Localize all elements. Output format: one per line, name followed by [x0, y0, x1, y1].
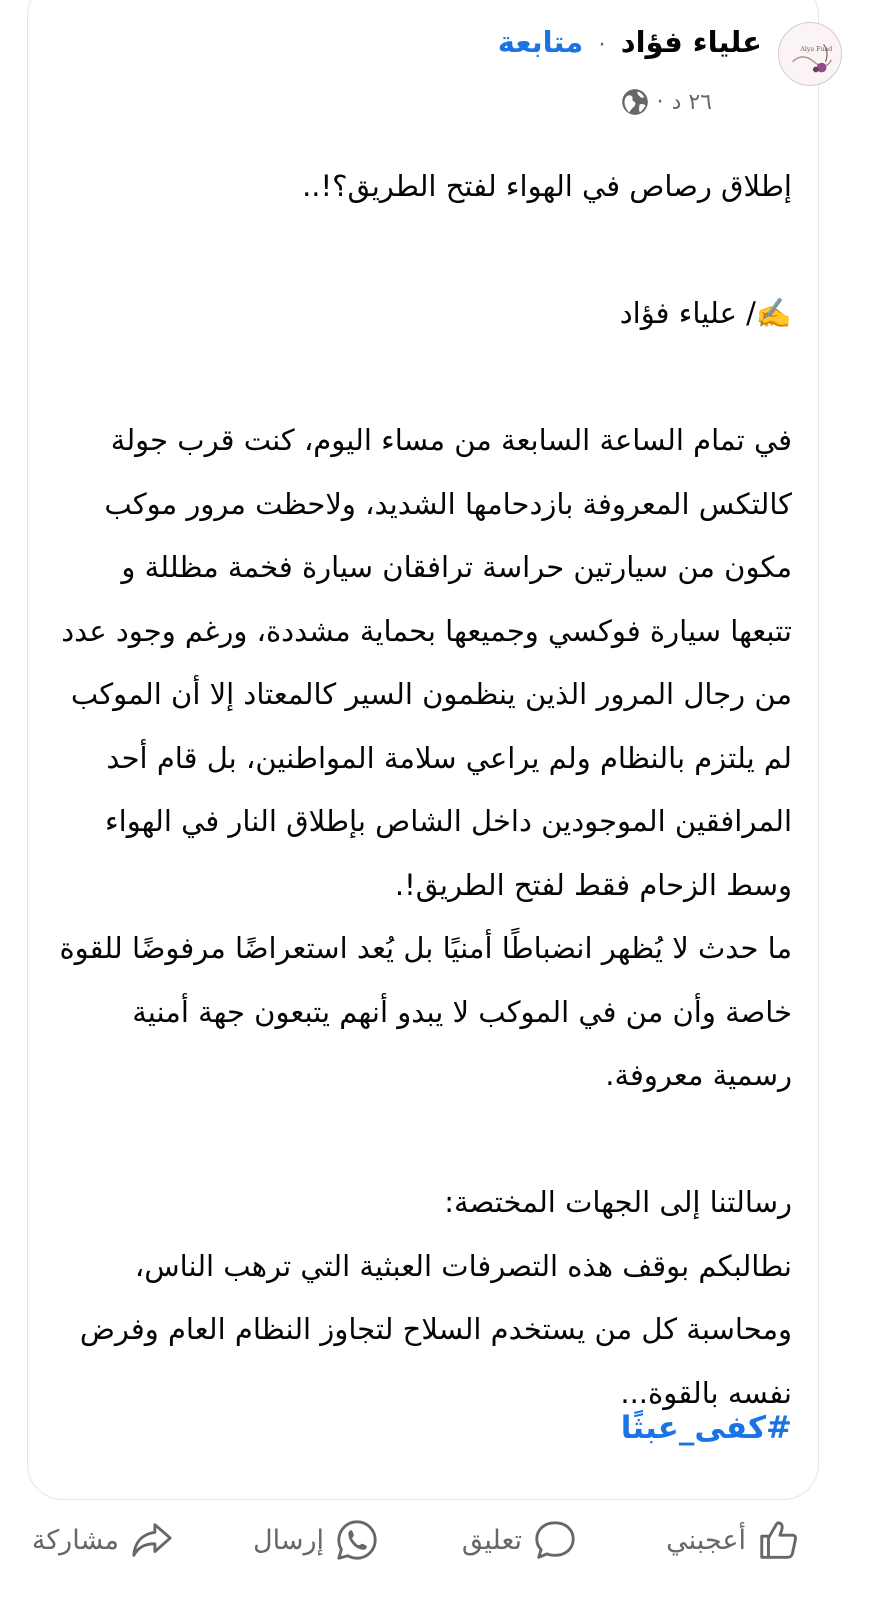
thumbs-up-icon — [756, 1517, 802, 1563]
post-paragraph: ما حدث لا يُظهر انضباطًا أمنيًا بل يُعد استعراضًا مرفوضًا للقوة خاصة وأن من في الموكب لا يبدو أنهم يتبعون جهة أمنية رسمية معروفة. — [59, 931, 792, 1092]
comment-label: تعليق — [461, 1524, 522, 1556]
whatsapp-icon — [334, 1517, 380, 1563]
like-label: أعجبني — [666, 1524, 746, 1556]
post-time[interactable]: ٢٦ د — [671, 89, 712, 115]
author-header — [498, 22, 762, 66]
post-title: إطلاق رصاص في الهواء لفتح الطريق؟!.. — [302, 169, 792, 203]
post-paragraph: نطالبكم بوقف هذه التصرفات العبثية التي ترهب الناس، ومحاسبة كل من يستخدم السلاح لتجاوز النظام العام وفرض نفسه بالقوة... — [79, 1248, 792, 1410]
post-body — [52, 155, 792, 1425]
share-label: مشاركة — [31, 1524, 119, 1556]
share-button[interactable] — [32, 1505, 175, 1575]
action-bar — [0, 1505, 870, 1575]
post-byline: ✍️/ علياء فؤاد — [619, 296, 792, 330]
meta-separator: · — [656, 89, 664, 115]
avatar[interactable] — [778, 22, 842, 86]
share-arrow-icon — [129, 1517, 175, 1563]
author-name[interactable]: علياء فؤاد — [620, 25, 762, 59]
send-button[interactable] — [253, 1505, 380, 1575]
post-meta — [621, 88, 712, 116]
avatar-image — [779, 23, 841, 85]
comment-bubble-icon — [532, 1517, 578, 1563]
post-paragraph-heading: رسالتنا إلى الجهات المختصة: — [444, 1185, 792, 1219]
comment-button[interactable] — [462, 1505, 578, 1575]
svg-text:Alya Fuad: Alya Fuad — [800, 46, 833, 54]
post-paragraph: في تمام الساعة السابعة من مساء اليوم، كنت قرب جولة كالتكس المعروفة بازدحامها الشديد، ولاحظت مرور موكب مكون من سيارتين حراسة ترافقان سيارة فخمة مظللة و تتبعها سيارة فوكسي وجميعها بحماية مشددة، ورغم وجود عدد من رجال المرور الذين ينظمون السير كالمعتاد إلا أن الموكب لم يلتزم بالنظام ولم يراعي سلامة المواطنين، بل قام أحد المرافقين الموجودين داخل الشاص بإطلاق النار في الهواء وسط الزحام فقط لفتح الطريق!. — [61, 423, 792, 902]
send-label: إرسال — [252, 1524, 324, 1556]
name-separator: · — [598, 33, 606, 58]
hashtag-link[interactable]: #كفى_عبثًا — [620, 1410, 792, 1446]
follow-button[interactable]: متابعة — [497, 25, 584, 59]
globe-icon — [621, 88, 649, 116]
like-button[interactable] — [666, 1505, 802, 1575]
